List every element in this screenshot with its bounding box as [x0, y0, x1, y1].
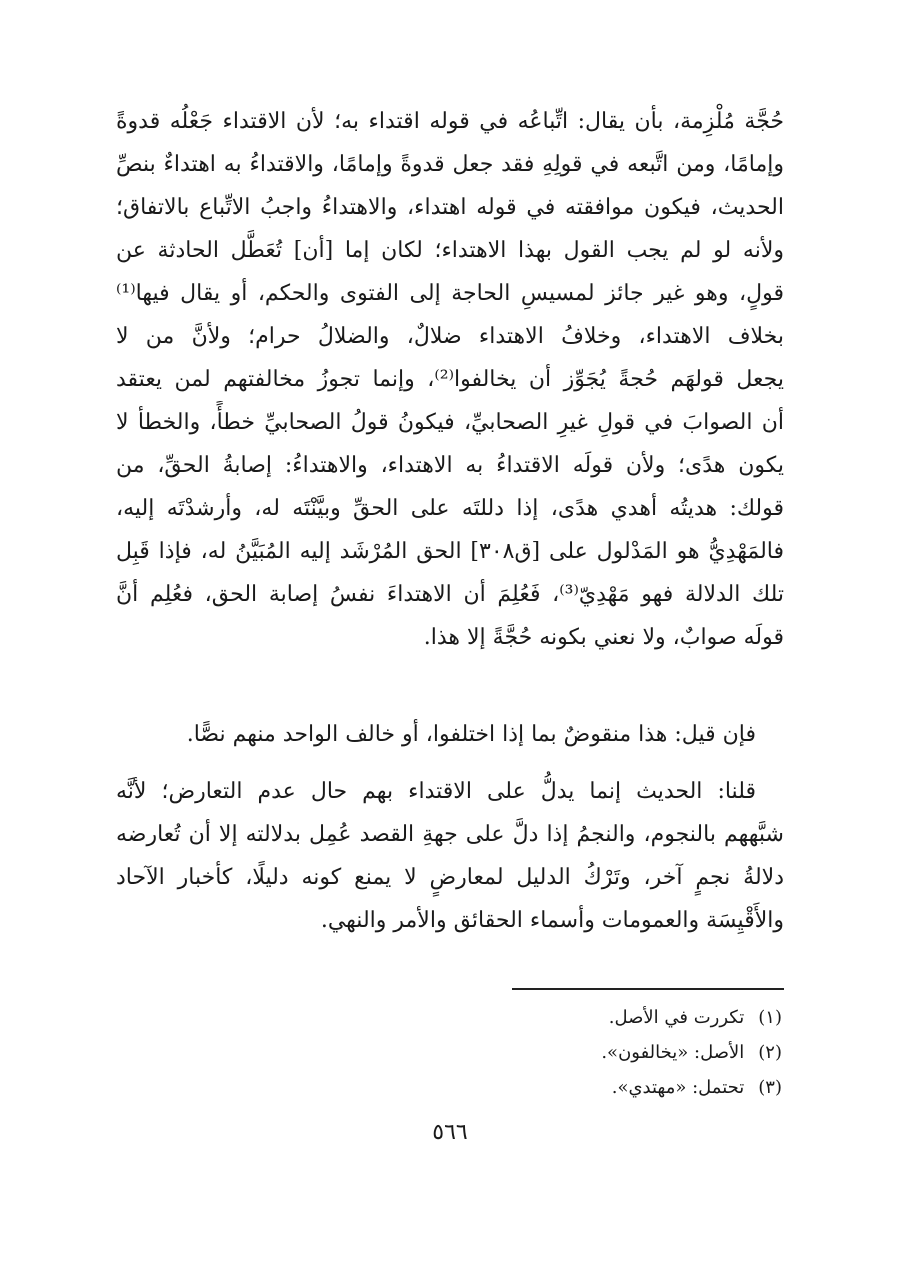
text-line: فالمَهْدِيُّ هو المَدْلول على [ق٣٠٨] الحق المُرْشَد إليه المُبَيَّنُ له، فإذا قَبِل: [116, 539, 784, 564]
footnotes: [116, 1000, 782, 1105]
footnote-text: تحتمل: «مهتدي».: [611, 1077, 745, 1098]
text-line: الحديث، فيكون موافقته في قوله اهتداء، والاهتداءُ واجبُ الاتِّباع بالاتفاق؛: [116, 195, 784, 220]
text-line: شبَّههم بالنجوم، والنجمُ إذا دلَّ على جهةِ القصد عُمِل بدلالته إلا أن تُعارضه: [116, 822, 784, 847]
text-line: تلك الدلالة فهو مَهْدِيّ⁽³⁾، فَعُلِمَ أن الاهتداءَ نفسُ إصابة الحق، فعُلِم أنَّ: [116, 582, 784, 607]
text-line: دلالةُ نجمٍ آخر، وتَرْكُ الدليل لمعارضٍ لا يمنع كونه دليلًا، كأخبار الآحاد: [116, 865, 784, 890]
text-line: يكون هدًى؛ ولأن قولَه الاقتداءُ به الاهتداء، والاهتداءُ: إصابةُ الحقِّ، من: [116, 453, 784, 478]
footnote-item: [116, 1070, 782, 1105]
text-line: حُجَّة مُلْزِمة، بأن يقال: اتِّباعُه في قوله اقتداء به؛ لأن الاقتداء جَعْلُه قدوةً: [116, 109, 784, 134]
footnote-number: (١): [758, 1007, 782, 1028]
text-line: بخلاف الاهتداء، وخلافُ الاهتداء ضلالٌ، والضلالُ حرام؛ ولأنَّ من لا: [116, 324, 784, 349]
text-line: قولٍ، وهو غير جائز لمسيسِ الحاجة إلى الفتوى والحكم، أو يقال فيها⁽¹⁾: [116, 281, 784, 306]
footnote-text: تكررت في الأصل.: [608, 1007, 745, 1028]
answer-paragraph: [116, 770, 784, 942]
text-line: قلنا: الحديث إنما يدلُّ على الاقتداء بهم حال عدم التعارض؛ لأنَّه: [116, 779, 756, 804]
footnote-separator: [512, 988, 784, 990]
text-line: يجعل قولهَم حُجةً يُجَوِّز أن يخالفوا⁽²⁾، وإنما تجوزُ مخالفتهم لمن يعتقد: [116, 367, 784, 392]
text-line: قولَه صوابٌ، ولا نعني بكونه حُجَّةً إلا هذا.: [423, 625, 784, 650]
text-line: قولك: هديتُه أهدي هدًى، إذا دللتَه على الحقِّ وبيَّنْتَه له، وأرشدْتَه إليه،: [116, 496, 784, 521]
objection-paragraph: [116, 713, 784, 756]
footnote-number: (٢): [758, 1042, 782, 1063]
text-line: ولأنه لو لم يجب القول بهذا الاهتداء؛ لكان إما [أن] تُعَطَّل الحادثة عن: [116, 238, 784, 263]
footnote-number: (٣): [758, 1077, 782, 1098]
page-number: ٥٦٦: [432, 1120, 468, 1145]
footnote-item: [116, 1035, 782, 1070]
text-line: والأَقْيِسَة والعمومات وأسماء الحقائق والأمر والنهي.: [320, 908, 784, 933]
main-paragraph: [116, 100, 784, 659]
footnote-item: [116, 1000, 782, 1035]
footnote-text: الأصل: «يخالفون».: [601, 1042, 745, 1063]
text-line: أن الصوابَ في قولِ غيرِ الصحابيِّ، فيكونُ قولُ الصحابيِّ خطأً، والخطأ لا: [116, 410, 784, 435]
text-line: وإمامًا، ومن اتَّبعه في قولِهِ فقد جعل قدوةً وإمامًا، والاقتداءُ به اهتداءٌ بنصِّ: [116, 152, 784, 177]
text-line: فإن قيل: هذا منقوضٌ بما إذا اختلفوا، أو خالف الواحد منهم نصًّا.: [186, 722, 756, 747]
